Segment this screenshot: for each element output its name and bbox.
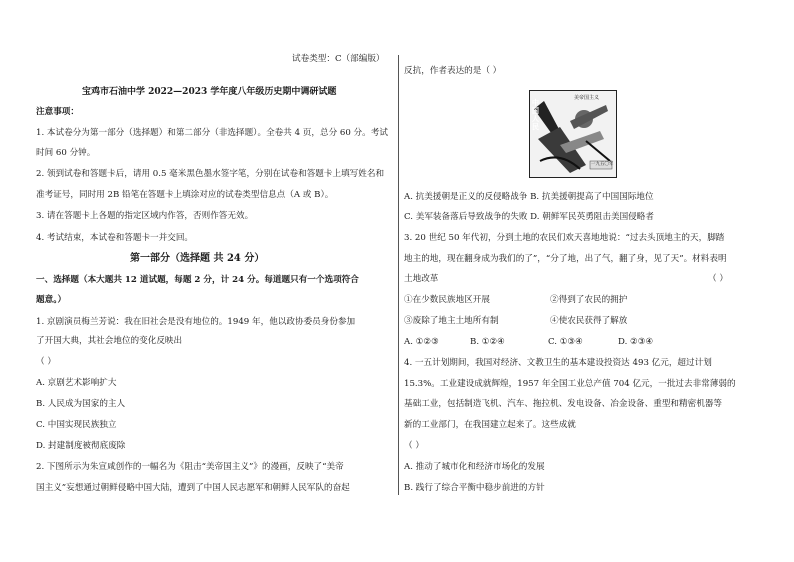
question-3-stem: 3. 20 世纪 50 年代初，分到土地的农民们欢天喜地地说：“过去头顶地主的天，脚踏 bbox=[404, 233, 725, 243]
question-2-stem-cont: 反抗，作者表达的是（ ） bbox=[404, 66, 502, 76]
question-1-option-c: C. 中国实现民族独立 bbox=[36, 420, 117, 430]
question-3-option-c: C. ①③④ bbox=[548, 337, 583, 347]
question-1-stem: 了开国大典，其社会地位的变化反映出 bbox=[36, 336, 183, 346]
cartoon-signature: 一九五〇年 bbox=[591, 162, 614, 167]
question-3-choice: ①在少数民族地区开展 bbox=[404, 295, 490, 305]
cartoon-image bbox=[529, 90, 617, 178]
answer-paren: （ ） bbox=[708, 274, 728, 284]
note-line: 时间 60 分钟。 bbox=[36, 148, 96, 158]
question-1-option-b: B. 人民成为国家的主人 bbox=[36, 399, 126, 409]
note-line: 1. 本试卷分为第一部分（选择题）和第二部分（非选择题）。全卷共 4 页，总分 60 分。考试 bbox=[36, 128, 388, 138]
question-3-choice: ②得到了农民的拥护 bbox=[550, 295, 628, 305]
exam-type-label: 试卷类型：C（部编版） bbox=[292, 54, 385, 64]
question-2-options: A. 抗美援朝是正义的反侵略战争 B. 抗美援朝提高了中国国际地位 bbox=[404, 192, 654, 202]
question-4-stem: 基础工业，包括制造飞机、汽车、拖拉机、发电设备、冶金设备、重型和精密机器等 bbox=[404, 399, 722, 409]
question-4-stem: 新的工业部门，在我国建立起来了。这些成就 bbox=[404, 420, 576, 430]
note-line: 准考证号，同时用 2B 铅笔在答题卡上填涂对应的试卷类型信息点（A 或 B）。 bbox=[36, 190, 334, 200]
question-4-stem: 4. 一五计划期间，我国对经济、文教卫生的基本建设投资达 493 亿元，超过计划 bbox=[404, 358, 712, 368]
exam-title: 宝鸡市石油中学 2022—2023 学年度八年级历史期中调研试题 bbox=[82, 87, 337, 97]
question-3-stem: 土地改革 bbox=[404, 274, 439, 284]
answer-paren: （ ） bbox=[404, 441, 424, 451]
question-2-stem: 国主义”妄想通过朝鲜侵略中国大陆，遭到了中国人民志愿军和朝鲜人民军队的奋起 bbox=[36, 483, 350, 493]
question-3-stem: 地主的地，现在翻身成为我们的了”，“分了地，出了气，翻了身，见了天”。材料表明 bbox=[404, 254, 727, 264]
question-3-option-a: A. ①②③ bbox=[404, 337, 439, 347]
note-line: 2. 领到试卷和答题卡后，请用 0.5 毫米黑色墨水签字笔，分别在试卷和答题卡上填写姓名和 bbox=[36, 169, 385, 179]
question-1-option-a: A. 京剧艺术影响扩大 bbox=[36, 378, 117, 388]
answer-paren: （ ） bbox=[36, 357, 56, 367]
section-heading: 题意。） bbox=[36, 295, 67, 305]
question-1-option-d: D. 封建制度被彻底废除 bbox=[36, 441, 126, 451]
question-4-stem: 15.3%。工业建设成就辉煌，1957 年全国工业总产值 704 亿元，一批过去非常薄弱的 bbox=[404, 379, 736, 389]
question-1-stem: 1. 京剧演员梅兰芳说：我在旧社会是没有地位的。1949 年，他以政协委员身份参加 bbox=[36, 317, 356, 327]
question-4-option-b: B. 践行了综合平衡中稳步前进的方针 bbox=[404, 483, 545, 493]
note-line: 3. 请在答题卡上各题的指定区域内作答，否则作答无效。 bbox=[36, 211, 254, 221]
column-divider bbox=[398, 55, 399, 495]
question-3-option-b: B. ①②④ bbox=[470, 337, 505, 347]
cartoon-label-left: 中国人民 bbox=[532, 99, 539, 131]
section-heading: 一、选择题（本大题共 12 道试题，每题 2 分，计 24 分。每道题只有一个选项符合 bbox=[36, 275, 359, 285]
question-2-stem: 2. 下图所示为朱宣咸创作的一幅名为《阻击“美帝国主义”》的漫画，反映了“美帝 bbox=[36, 462, 344, 472]
cartoon-label-right: 美帝国主义 bbox=[574, 95, 600, 101]
question-3-choice: ③废除了地主土地所有制 bbox=[404, 316, 499, 326]
question-3-option-d: D. ②③④ bbox=[618, 337, 654, 347]
question-4-option-a: A. 推动了城市化和经济市场化的发展 bbox=[404, 462, 545, 472]
part-one-title: 第一部分（选择题 共 24 分） bbox=[130, 253, 265, 264]
question-2-options: C. 美军装备落后导致战争的失败 D. 朝鲜军民英勇阻击美国侵略者 bbox=[404, 212, 654, 222]
notes-heading: 注意事项： bbox=[36, 107, 79, 117]
question-3-choice: ④使农民获得了解放 bbox=[550, 316, 628, 326]
note-line: 4. 考试结束，本试卷和答题卡一并交回。 bbox=[36, 233, 194, 243]
